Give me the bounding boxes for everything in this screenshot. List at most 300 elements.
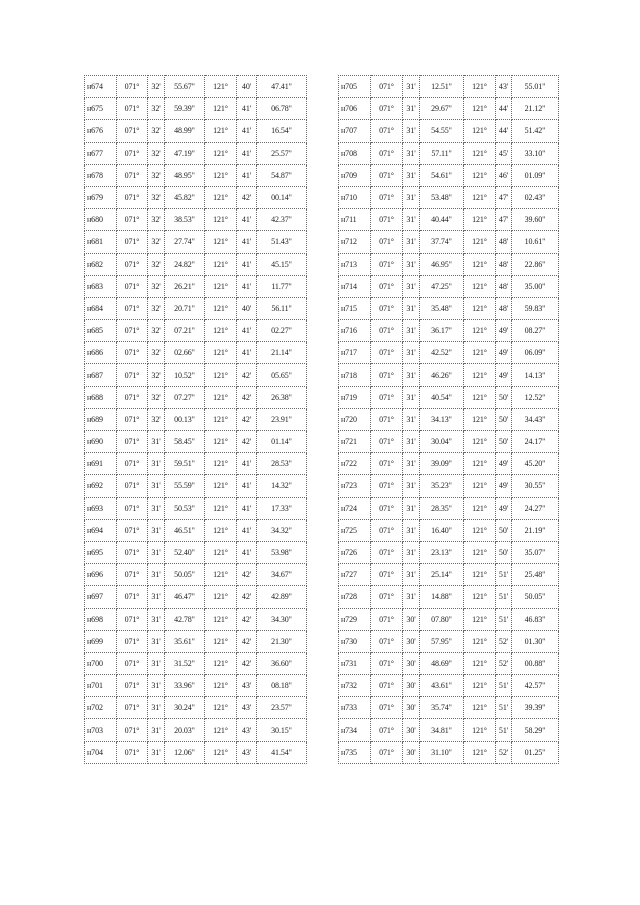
lat-degrees-cell: 071° — [117, 697, 148, 719]
table-row — [85, 320, 307, 342]
table-row — [339, 586, 559, 608]
lon-seconds-cell: 08.27" — [512, 320, 559, 342]
table-row — [85, 541, 307, 563]
lat-seconds-cell: 34.81" — [420, 719, 464, 741]
lon-minutes-cell: 42' — [237, 652, 257, 674]
lon-minutes-cell: 43' — [237, 675, 257, 697]
lon-degrees-cell: 121° — [205, 453, 237, 475]
point-id-cell: н678 — [85, 164, 117, 186]
lon-minutes-cell: 50' — [496, 541, 512, 563]
lon-seconds-cell: 34.32" — [257, 519, 307, 541]
lat-seconds-cell: 40.54" — [420, 386, 464, 408]
point-id-cell: н715 — [339, 297, 371, 319]
point-id-cell: н713 — [339, 253, 371, 275]
point-id-cell: н710 — [339, 186, 371, 208]
lat-minutes-cell: 32' — [148, 209, 165, 231]
lat-degrees-cell: 071° — [371, 297, 403, 319]
lon-degrees-cell: 121° — [464, 608, 496, 630]
lon-degrees-cell: 121° — [464, 164, 496, 186]
lat-seconds-cell: 10.52" — [165, 364, 205, 386]
lon-minutes-cell: 42' — [237, 608, 257, 630]
lon-seconds-cell: 55.01" — [512, 76, 559, 98]
lat-degrees-cell: 071° — [371, 697, 403, 719]
lon-seconds-cell: 01.25" — [512, 741, 559, 763]
lat-seconds-cell: 42.78" — [165, 608, 205, 630]
lon-degrees-cell: 121° — [205, 608, 237, 630]
lat-degrees-cell: 071° — [117, 675, 148, 697]
lat-minutes-cell: 30' — [403, 719, 420, 741]
table-row — [85, 231, 307, 253]
lat-minutes-cell: 32' — [148, 386, 165, 408]
point-id-cell: н688 — [85, 386, 117, 408]
lat-seconds-cell: 00.13" — [165, 408, 205, 430]
lat-minutes-cell: 31' — [403, 364, 420, 386]
lon-degrees-cell: 121° — [205, 741, 237, 763]
lon-seconds-cell: 30.55" — [512, 475, 559, 497]
lon-seconds-cell: 22.86" — [512, 253, 559, 275]
lon-minutes-cell: 43' — [496, 76, 512, 98]
table-row — [339, 231, 559, 253]
lon-degrees-cell: 121° — [464, 320, 496, 342]
lat-minutes-cell: 31' — [403, 142, 420, 164]
lat-minutes-cell: 32' — [148, 297, 165, 319]
lon-seconds-cell: 06.78" — [257, 98, 307, 120]
lat-degrees-cell: 071° — [117, 209, 148, 231]
table-row — [339, 120, 559, 142]
lat-degrees-cell: 071° — [371, 408, 403, 430]
point-id-cell: н707 — [339, 120, 371, 142]
lat-minutes-cell: 31' — [403, 98, 420, 120]
lon-minutes-cell: 50' — [496, 408, 512, 430]
lon-degrees-cell: 121° — [464, 475, 496, 497]
table-row — [85, 652, 307, 674]
lon-seconds-cell: 21.12" — [512, 98, 559, 120]
lat-minutes-cell: 31' — [403, 519, 420, 541]
lon-minutes-cell: 51' — [496, 586, 512, 608]
lat-degrees-cell: 071° — [117, 386, 148, 408]
lat-degrees-cell: 071° — [117, 320, 148, 342]
lon-seconds-cell: 14.13" — [512, 364, 559, 386]
lon-degrees-cell: 121° — [205, 320, 237, 342]
lat-degrees-cell: 071° — [371, 630, 403, 652]
lon-seconds-cell: 21.19" — [512, 519, 559, 541]
table-row — [85, 209, 307, 231]
lon-seconds-cell: 36.60" — [257, 652, 307, 674]
lat-minutes-cell: 32' — [148, 253, 165, 275]
point-id-cell: н705 — [339, 76, 371, 98]
lon-seconds-cell: 16.54" — [257, 120, 307, 142]
point-id-cell: н718 — [339, 364, 371, 386]
table-row — [85, 719, 307, 741]
lon-minutes-cell: 50' — [496, 431, 512, 453]
lat-minutes-cell: 31' — [403, 275, 420, 297]
point-id-cell: н700 — [85, 652, 117, 674]
lat-degrees-cell: 071° — [117, 475, 148, 497]
lon-seconds-cell: 21.14" — [257, 342, 307, 364]
point-id-cell: н695 — [85, 541, 117, 563]
lon-minutes-cell: 41' — [237, 519, 257, 541]
lat-degrees-cell: 071° — [117, 186, 148, 208]
lat-minutes-cell: 32' — [148, 342, 165, 364]
lat-degrees-cell: 071° — [371, 453, 403, 475]
lat-minutes-cell: 31' — [148, 431, 165, 453]
point-id-cell: н727 — [339, 564, 371, 586]
lat-degrees-cell: 071° — [371, 541, 403, 563]
lat-minutes-cell: 31' — [403, 164, 420, 186]
lon-seconds-cell: 10.61" — [512, 231, 559, 253]
lon-minutes-cell: 48' — [496, 253, 512, 275]
lon-seconds-cell: 54.87" — [257, 164, 307, 186]
lon-degrees-cell: 121° — [464, 652, 496, 674]
lon-seconds-cell: 34.30" — [257, 608, 307, 630]
lon-seconds-cell: 06.09" — [512, 342, 559, 364]
lat-minutes-cell: 31' — [403, 76, 420, 98]
lon-minutes-cell: 52' — [496, 741, 512, 763]
point-id-cell: н730 — [339, 630, 371, 652]
lat-degrees-cell: 071° — [117, 564, 148, 586]
table-row — [339, 541, 559, 563]
lon-seconds-cell: 59.83" — [512, 297, 559, 319]
lon-degrees-cell: 121° — [205, 475, 237, 497]
table-row — [85, 186, 307, 208]
lat-seconds-cell: 35.48" — [420, 297, 464, 319]
lat-minutes-cell: 31' — [148, 586, 165, 608]
lat-degrees-cell: 071° — [371, 675, 403, 697]
lon-seconds-cell: 39.60" — [512, 209, 559, 231]
lon-degrees-cell: 121° — [464, 541, 496, 563]
lat-degrees-cell: 071° — [371, 164, 403, 186]
table-row — [339, 342, 559, 364]
lon-minutes-cell: 41' — [237, 541, 257, 563]
table-row — [85, 431, 307, 453]
table-row — [85, 475, 307, 497]
table-row — [85, 497, 307, 519]
table-row — [339, 475, 559, 497]
table-row — [85, 297, 307, 319]
point-id-cell: н679 — [85, 186, 117, 208]
lon-degrees-cell: 121° — [205, 586, 237, 608]
lon-seconds-cell: 01.14" — [257, 431, 307, 453]
lat-degrees-cell: 071° — [117, 497, 148, 519]
lon-minutes-cell: 42' — [237, 630, 257, 652]
lon-degrees-cell: 121° — [464, 431, 496, 453]
lon-minutes-cell: 45' — [496, 142, 512, 164]
point-id-cell: н686 — [85, 342, 117, 364]
lon-minutes-cell: 42' — [237, 586, 257, 608]
lon-minutes-cell: 41' — [237, 98, 257, 120]
lon-seconds-cell: 35.00" — [512, 275, 559, 297]
lon-seconds-cell: 41.54" — [257, 741, 307, 763]
lon-minutes-cell: 41' — [237, 275, 257, 297]
lon-degrees-cell: 121° — [205, 209, 237, 231]
lon-minutes-cell: 44' — [496, 98, 512, 120]
lat-minutes-cell: 31' — [148, 453, 165, 475]
lat-seconds-cell: 48.99" — [165, 120, 205, 142]
lon-degrees-cell: 121° — [205, 186, 237, 208]
lat-seconds-cell: 37.74" — [420, 231, 464, 253]
lon-minutes-cell: 50' — [496, 386, 512, 408]
lat-minutes-cell: 31' — [403, 386, 420, 408]
table-row — [339, 253, 559, 275]
lon-degrees-cell: 121° — [464, 630, 496, 652]
table-row — [339, 297, 559, 319]
lat-seconds-cell: 02.66" — [165, 342, 205, 364]
lat-seconds-cell: 54.55" — [420, 120, 464, 142]
point-id-cell: н685 — [85, 320, 117, 342]
lon-minutes-cell: 49' — [496, 320, 512, 342]
lat-degrees-cell: 071° — [371, 209, 403, 231]
lat-degrees-cell: 071° — [371, 186, 403, 208]
point-id-cell: н692 — [85, 475, 117, 497]
lat-seconds-cell: 45.82" — [165, 186, 205, 208]
lat-degrees-cell: 071° — [371, 586, 403, 608]
lat-degrees-cell: 071° — [371, 342, 403, 364]
table-row — [339, 364, 559, 386]
lat-seconds-cell: 50.53" — [165, 497, 205, 519]
lat-degrees-cell: 071° — [371, 497, 403, 519]
lon-minutes-cell: 42' — [237, 364, 257, 386]
table-row — [85, 453, 307, 475]
lon-seconds-cell: 46.83" — [512, 608, 559, 630]
lon-degrees-cell: 121° — [205, 164, 237, 186]
lat-minutes-cell: 31' — [148, 652, 165, 674]
lon-minutes-cell: 48' — [496, 231, 512, 253]
point-id-cell: н699 — [85, 630, 117, 652]
lon-minutes-cell: 43' — [237, 697, 257, 719]
lat-seconds-cell: 46.47" — [165, 586, 205, 608]
lat-degrees-cell: 071° — [117, 364, 148, 386]
lat-seconds-cell: 12.06" — [165, 741, 205, 763]
table-row — [85, 741, 307, 763]
lat-degrees-cell: 071° — [117, 608, 148, 630]
lat-seconds-cell: 50.05" — [165, 564, 205, 586]
table-row — [339, 209, 559, 231]
lat-degrees-cell: 071° — [117, 164, 148, 186]
coordinate-table-left-body — [85, 76, 307, 764]
table-row — [339, 564, 559, 586]
lon-degrees-cell: 121° — [464, 120, 496, 142]
lat-seconds-cell: 57.11" — [420, 142, 464, 164]
lat-minutes-cell: 32' — [148, 76, 165, 98]
lon-seconds-cell: 02.27" — [257, 320, 307, 342]
lat-degrees-cell: 071° — [117, 408, 148, 430]
table-row — [85, 408, 307, 430]
table-row — [85, 586, 307, 608]
lat-seconds-cell: 38.53" — [165, 209, 205, 231]
lon-seconds-cell: 25.57" — [257, 142, 307, 164]
lon-degrees-cell: 121° — [205, 297, 237, 319]
lon-degrees-cell: 121° — [464, 453, 496, 475]
point-id-cell: н724 — [339, 497, 371, 519]
table-row — [339, 652, 559, 674]
point-id-cell: н732 — [339, 675, 371, 697]
lat-degrees-cell: 071° — [117, 519, 148, 541]
lat-minutes-cell: 31' — [403, 297, 420, 319]
point-id-cell: н721 — [339, 431, 371, 453]
lon-seconds-cell: 33.10" — [512, 142, 559, 164]
lon-degrees-cell: 121° — [205, 519, 237, 541]
table-row — [85, 564, 307, 586]
point-id-cell: н704 — [85, 741, 117, 763]
lon-minutes-cell: 41' — [237, 497, 257, 519]
lon-minutes-cell: 47' — [496, 209, 512, 231]
lon-degrees-cell: 121° — [464, 675, 496, 697]
lat-seconds-cell: 55.59" — [165, 475, 205, 497]
lat-degrees-cell: 071° — [371, 519, 403, 541]
table-row — [339, 98, 559, 120]
lon-degrees-cell: 121° — [464, 297, 496, 319]
lat-seconds-cell: 07.27" — [165, 386, 205, 408]
point-id-cell: н703 — [85, 719, 117, 741]
table-row — [85, 364, 307, 386]
lon-degrees-cell: 121° — [205, 275, 237, 297]
lon-minutes-cell: 49' — [496, 342, 512, 364]
lat-degrees-cell: 071° — [371, 142, 403, 164]
lon-degrees-cell: 121° — [464, 209, 496, 231]
lat-seconds-cell: 30.04" — [420, 431, 464, 453]
lat-minutes-cell: 32' — [148, 364, 165, 386]
lat-minutes-cell: 31' — [403, 475, 420, 497]
lat-minutes-cell: 31' — [148, 564, 165, 586]
lat-seconds-cell: 07.80" — [420, 608, 464, 630]
lon-minutes-cell: 41' — [237, 164, 257, 186]
coordinate-table-right-body — [339, 76, 559, 764]
lat-minutes-cell: 32' — [148, 186, 165, 208]
lon-degrees-cell: 121° — [205, 408, 237, 430]
lat-seconds-cell: 46.51" — [165, 519, 205, 541]
lat-degrees-cell: 071° — [117, 253, 148, 275]
lat-minutes-cell: 31' — [148, 697, 165, 719]
lon-seconds-cell: 00.14" — [257, 186, 307, 208]
lat-seconds-cell: 47.19" — [165, 142, 205, 164]
point-id-cell: н701 — [85, 675, 117, 697]
lon-degrees-cell: 121° — [464, 386, 496, 408]
lon-minutes-cell: 41' — [237, 142, 257, 164]
lat-seconds-cell: 33.96" — [165, 675, 205, 697]
lon-degrees-cell: 121° — [205, 120, 237, 142]
point-id-cell: н734 — [339, 719, 371, 741]
table-row — [85, 342, 307, 364]
lat-minutes-cell: 31' — [403, 342, 420, 364]
lat-degrees-cell: 071° — [117, 76, 148, 98]
lat-degrees-cell: 071° — [117, 630, 148, 652]
lat-seconds-cell: 59.39" — [165, 98, 205, 120]
lon-seconds-cell: 34.43" — [512, 408, 559, 430]
table-row — [339, 719, 559, 741]
lon-seconds-cell: 23.57" — [257, 697, 307, 719]
table-row — [85, 386, 307, 408]
lat-seconds-cell: 35.23" — [420, 475, 464, 497]
table-row — [85, 697, 307, 719]
lon-seconds-cell: 12.52" — [512, 386, 559, 408]
table-row — [339, 675, 559, 697]
lat-minutes-cell: 31' — [403, 253, 420, 275]
lon-seconds-cell: 39.39" — [512, 697, 559, 719]
point-id-cell: н712 — [339, 231, 371, 253]
point-id-cell: н694 — [85, 519, 117, 541]
lon-degrees-cell: 121° — [205, 431, 237, 453]
lat-degrees-cell: 071° — [117, 275, 148, 297]
lat-minutes-cell: 31' — [403, 209, 420, 231]
point-id-cell: н677 — [85, 142, 117, 164]
lon-minutes-cell: 41' — [237, 475, 257, 497]
lat-seconds-cell: 42.52" — [420, 342, 464, 364]
lat-minutes-cell: 31' — [403, 320, 420, 342]
lat-minutes-cell: 31' — [148, 630, 165, 652]
lat-seconds-cell: 35.61" — [165, 630, 205, 652]
point-id-cell: н676 — [85, 120, 117, 142]
lon-seconds-cell: 01.09" — [512, 164, 559, 186]
lon-degrees-cell: 121° — [464, 98, 496, 120]
lon-degrees-cell: 121° — [464, 364, 496, 386]
lon-minutes-cell: 42' — [237, 408, 257, 430]
lat-seconds-cell: 24.82" — [165, 253, 205, 275]
lat-minutes-cell: 31' — [403, 120, 420, 142]
lon-minutes-cell: 49' — [496, 497, 512, 519]
table-row — [339, 186, 559, 208]
lon-seconds-cell: 56.11" — [257, 297, 307, 319]
lat-degrees-cell: 071° — [117, 541, 148, 563]
lat-degrees-cell: 071° — [371, 275, 403, 297]
table-row — [339, 697, 559, 719]
lon-seconds-cell: 34.67" — [257, 564, 307, 586]
lat-minutes-cell: 31' — [403, 186, 420, 208]
lat-degrees-cell: 071° — [371, 320, 403, 342]
lon-seconds-cell: 11.77" — [257, 275, 307, 297]
lon-minutes-cell: 49' — [496, 364, 512, 386]
lon-seconds-cell: 58.29" — [512, 719, 559, 741]
lon-minutes-cell: 48' — [496, 297, 512, 319]
table-row — [339, 275, 559, 297]
lon-minutes-cell: 43' — [237, 741, 257, 763]
lon-minutes-cell: 44' — [496, 120, 512, 142]
lat-minutes-cell: 31' — [403, 431, 420, 453]
table-row — [85, 142, 307, 164]
lat-degrees-cell: 071° — [371, 386, 403, 408]
lon-seconds-cell: 42.89" — [257, 586, 307, 608]
point-id-cell: н690 — [85, 431, 117, 453]
lat-seconds-cell: 14.88" — [420, 586, 464, 608]
lat-seconds-cell: 48.69" — [420, 652, 464, 674]
lon-degrees-cell: 121° — [205, 386, 237, 408]
lon-degrees-cell: 121° — [205, 675, 237, 697]
point-id-cell: н680 — [85, 209, 117, 231]
point-id-cell: н689 — [85, 408, 117, 430]
lon-minutes-cell: 42' — [237, 386, 257, 408]
lat-minutes-cell: 31' — [403, 564, 420, 586]
lat-degrees-cell: 071° — [117, 741, 148, 763]
table-row — [85, 164, 307, 186]
lon-seconds-cell: 26.38" — [257, 386, 307, 408]
lat-minutes-cell: 31' — [148, 741, 165, 763]
point-id-cell: н714 — [339, 275, 371, 297]
lon-seconds-cell: 30.15" — [257, 719, 307, 741]
lat-minutes-cell: 31' — [148, 719, 165, 741]
lon-seconds-cell: 47.41" — [257, 76, 307, 98]
lat-seconds-cell: 07.21" — [165, 320, 205, 342]
lon-seconds-cell: 35.07" — [512, 541, 559, 563]
lon-degrees-cell: 121° — [205, 364, 237, 386]
lat-minutes-cell: 31' — [403, 231, 420, 253]
lon-seconds-cell: 45.15" — [257, 253, 307, 275]
lon-seconds-cell: 51.42" — [512, 120, 559, 142]
point-id-cell: н674 — [85, 76, 117, 98]
lon-degrees-cell: 121° — [205, 142, 237, 164]
lat-degrees-cell: 071° — [371, 364, 403, 386]
lon-degrees-cell: 121° — [205, 98, 237, 120]
lat-seconds-cell: 52.40" — [165, 541, 205, 563]
lon-minutes-cell: 41' — [237, 253, 257, 275]
